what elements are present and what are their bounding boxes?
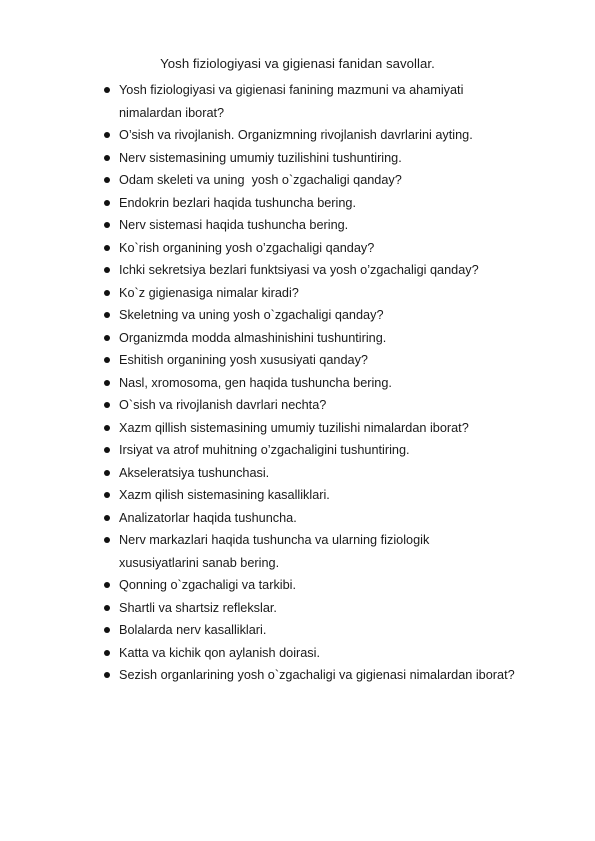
question-text: Sezish organlarining yosh o`zgachaligi va gigienasi nimalardan iborat? (119, 668, 515, 682)
question-text: Skeletning va uning yosh o`zgachaligi qanday? (119, 308, 384, 322)
question-text: Ichki sekretsiya bezlari funktsiyasi va yosh o’zgachaligi qanday? (119, 263, 479, 277)
bullet-icon (104, 425, 110, 431)
list-item (0, 439, 595, 462)
bullet-icon (104, 537, 110, 543)
question-text: Nerv sistemasining umumiy tuzilishini tushuntiring. (119, 150, 402, 165)
list-item (0, 304, 595, 327)
bullet-icon (104, 335, 110, 341)
bullet-icon (104, 177, 110, 183)
list-item (0, 597, 595, 620)
question-text: Endokrin bezlari haqida tushuncha bering. (119, 195, 356, 210)
question-text: Nasl, xromosoma, gen haqida tushuncha bering. (119, 375, 392, 390)
list-item (0, 417, 595, 440)
list-item (0, 394, 595, 417)
question-list (0, 79, 595, 687)
list-item (0, 349, 595, 372)
question-text: Ko`rish organining yosh o’zgachaligi qanday? (119, 240, 375, 255)
list-item (0, 574, 595, 597)
bullet-icon (104, 290, 110, 296)
list-item (0, 79, 595, 124)
list-item (0, 462, 595, 485)
list-item (0, 147, 595, 170)
list-item (0, 529, 595, 574)
bullet-icon (104, 672, 110, 678)
question-text: Xazm qillish sistemasining umumiy tuzilishi nimalardan iborat? (119, 420, 469, 435)
list-item (0, 619, 595, 642)
question-text: Xazm qilish sistemasining kasalliklari. (119, 488, 330, 502)
list-item (0, 664, 595, 687)
question-text: Nerv markazlari haqida tushuncha va ularning fiziologik xususiyatlarini sanab bering. (119, 533, 430, 570)
bullet-icon (104, 155, 110, 161)
bullet-icon (104, 515, 110, 521)
list-item (0, 259, 595, 282)
list-item (0, 169, 595, 192)
bullet-icon (104, 402, 110, 408)
bullet-icon (104, 357, 110, 363)
question-text: Qonning o`zgachaligi va tarkibi. (119, 578, 297, 592)
list-item (0, 372, 595, 395)
bullet-icon (104, 200, 110, 206)
bullet-icon (104, 650, 110, 656)
list-item (0, 642, 595, 665)
bullet-icon (104, 87, 110, 93)
question-text: O`sish va rivojlanish davrlari nechta? (119, 398, 327, 412)
bullet-icon (104, 605, 110, 611)
question-text: Nerv sistemasi haqida tushuncha bering. (119, 218, 349, 232)
question-text: Irsiyat va atrof muhitning o’zgachaligini tushuntiring. (119, 443, 410, 457)
list-item (0, 237, 595, 260)
list-item (0, 282, 595, 305)
bullet-icon (104, 267, 110, 273)
bullet-icon (104, 470, 110, 476)
question-text: Organizmda modda almashinishini tushuntiring. (119, 330, 387, 345)
bullet-icon (104, 627, 110, 633)
question-text: Katta va kichik qon aylanish doirasi. (119, 645, 320, 660)
bullet-icon (104, 582, 110, 588)
list-item (0, 327, 595, 350)
bullet-icon (104, 380, 110, 386)
question-text: Bolalarda nerv kasalliklari. (119, 623, 267, 637)
bullet-icon (104, 447, 110, 453)
question-text: Shartli va shartsiz reflekslar. (119, 600, 277, 615)
question-text: O’sish va rivojlanish. Organizmning rivojlanish davrlarini ayting. (119, 128, 473, 142)
list-item (0, 214, 595, 237)
question-text: Yosh fiziologiyasi va gigienasi fanining mazmuni va ahamiyati nimalardan iborat? (119, 83, 464, 120)
list-item (0, 484, 595, 507)
list-item (0, 192, 595, 215)
bullet-icon (104, 312, 110, 318)
bullet-icon (104, 492, 110, 498)
bullet-icon (104, 222, 110, 228)
list-item (0, 507, 595, 530)
question-text: Akseleratsiya tushunchasi. (119, 465, 270, 480)
question-text: Odam skeleti va uning yosh o`zgachaligi qanday? (119, 173, 402, 187)
question-text: Ko`z gigienasiga nimalar kiradi? (119, 285, 299, 300)
question-text: Analizatorlar haqida tushuncha. (119, 510, 297, 525)
bullet-icon (104, 245, 110, 251)
document-title: Yosh fiziologiyasi va gigienasi fanidan savollar. (160, 56, 435, 71)
bullet-icon (104, 132, 110, 138)
question-text: Eshitish organining yosh xususiyati qanday? (119, 353, 368, 367)
list-item (0, 124, 595, 147)
